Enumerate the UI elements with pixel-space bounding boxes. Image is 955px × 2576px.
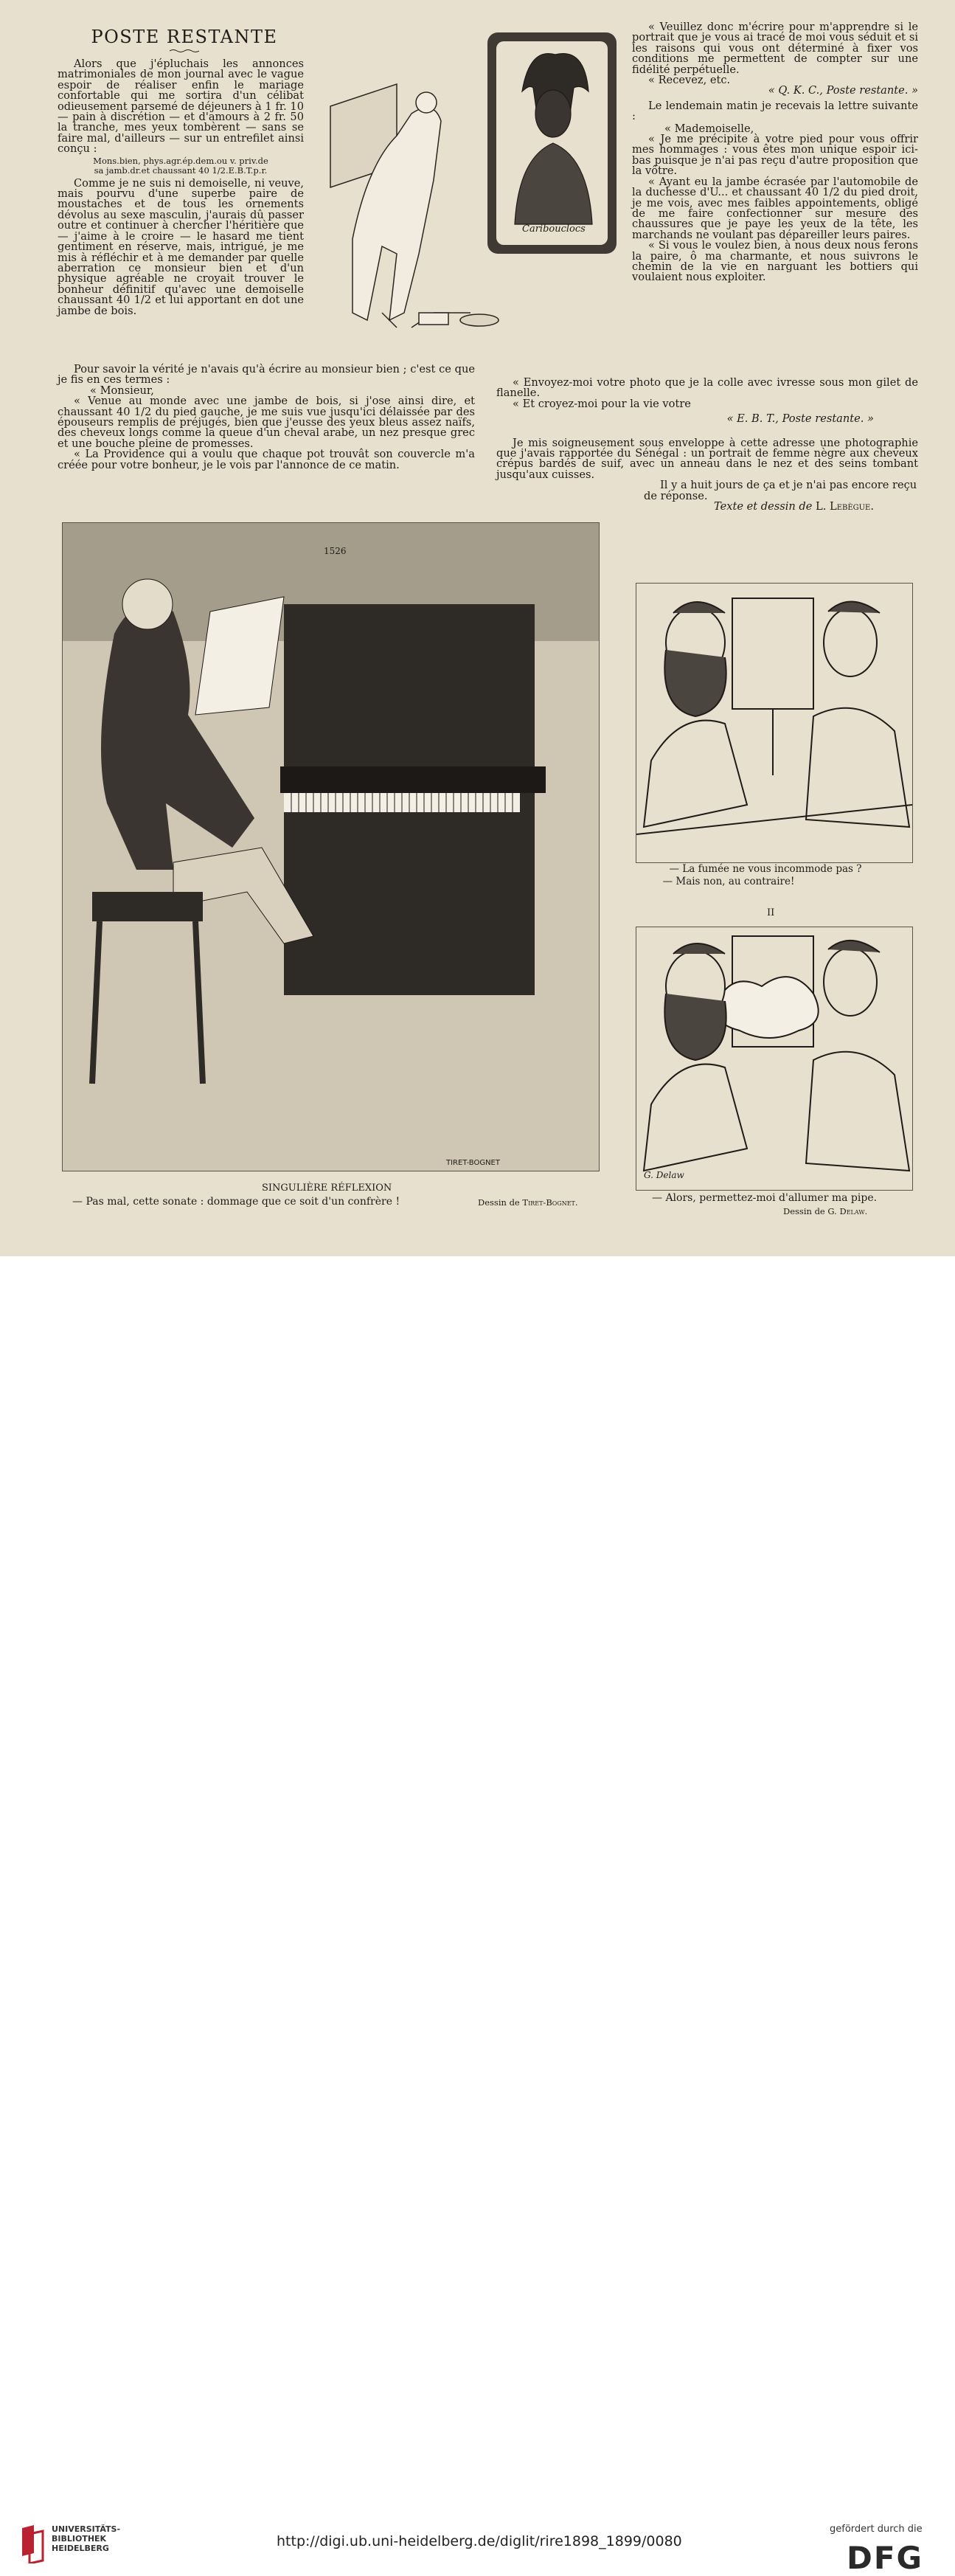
library-line: HEIDELBERG xyxy=(52,2544,109,2553)
article-title: POSTE RESTANTE xyxy=(91,27,278,47)
ad-line: Mons.bien, phys.agr.ép.dem.ou v. priv.de xyxy=(93,155,268,166)
paragraph: Pour savoir la vérité je n'avais qu'à écrire au monsieur bien ; c'est ce que je fis en ces termes : xyxy=(58,363,475,387)
comic-panel-1 xyxy=(636,583,913,863)
credit-author: G. Delaw. xyxy=(827,1206,868,1216)
paragraph: Il y a huit jours de ça et je n'ai pas encore reçu de réponse. xyxy=(644,479,917,502)
clock-label: 1526 xyxy=(324,546,347,556)
comic-caption-1b: — Mais non, au contraire! xyxy=(662,876,795,887)
comic-caption-2: — Alors, permettez-moi d'allumer ma pipe. xyxy=(652,1192,878,1204)
library-logo-icon xyxy=(19,2524,46,2563)
piano-title: SINGULIÈRE RÉFLEXION xyxy=(262,1183,392,1194)
paragraph: Alors que j'épluchais les annonces matrimoniales de mon journal avec le vague espoir de réaliser enfin le mariage confortable qui me sortira d'un célibat odieusement parsemé de déjeuners à 1 fr. 10 — pain à discrétion — et d'amours à 2 fr. 50 la tranche, mes yeux tombèrent — sans se faire mal, d'ailleurs — sur un entrefilet ainsi conçu : xyxy=(58,58,304,156)
piano-credit xyxy=(478,1197,578,1208)
comic-credit xyxy=(783,1205,867,1217)
paragraph: « Si vous le voulez bien, à nous deux nous ferons la paire, ô ma charmante, et nous suivrons le chemin de la vie en narguant les bottiers qui voulaient nous exploiter. xyxy=(632,239,918,284)
piano-caption: — Pas mal, cette sonate : dommage que ce soit d'un confrère ! xyxy=(72,1196,400,1208)
source-url[interactable]: http://digi.ub.uni-heidelberg.de/diglit/rire1898_1899/0080 xyxy=(277,2533,682,2549)
credit-author: L. Lebègue. xyxy=(816,500,874,513)
illustration-man-portrait xyxy=(308,32,625,347)
paragraph: « Venue au monde avec une jambe de bois, si j'ose ainsi dire, et chaussant 40 1/2 du pied gauche, je me suis vue jusqu'ici délaissée par des épouseurs remplis de préjugés, bien que j'eusse des yeux bleus assez naïfs, des cheveux longs comme la queue d'un cheval arabe, un nez presque grec et une bouche pleine de promesses. xyxy=(58,395,475,450)
library-line: BIBLIOTHEK xyxy=(52,2534,107,2544)
comic-panel-2 xyxy=(636,927,913,1191)
paragraph: « Je me précipite à votre pied pour vous offrir mes hommages : vous êtes mon unique espoir ici-bas puisque je n'ai pas reçu d'autre proposition que la vôtre. xyxy=(632,133,918,178)
paragraph: Le lendemain matin je recevais la lettre suivante : xyxy=(632,99,918,123)
credit-prefix: Dessin de xyxy=(478,1197,520,1208)
credit-prefix: Texte et dessin de xyxy=(714,500,813,513)
signature-line: « E. B. T., Poste restante. » xyxy=(726,412,874,426)
funded-by: gefördert durch die xyxy=(830,2524,923,2535)
paragraph: « Et croyez-moi pour la vie votre xyxy=(513,397,691,410)
comic-signature: G. Delaw xyxy=(644,1170,684,1180)
paragraph: Je mis soigneusement sous enveloppe à cette adresse une photographie que j'avais rapportée du Sénégal : un portrait de femme nègre aux cheveux crépus bardés de suif, avec un anneau dans le nez et des seins tombant jusqu'aux cuisses. xyxy=(496,436,918,481)
paragraph: « Ayant eu la jambe écrasée par l'automobile de la duchesse d'U... et chaussant 40 1/2 du pied droit, je me vois, avec mes faibles appointements, obligé de me faire confectionner sur mesure des chaussures que je paye les yeux de la tête, les marchands ne voulant pas dépareiller leurs paires. xyxy=(632,175,918,241)
portrait-signature: Caribouclocs xyxy=(522,224,586,235)
column-1 xyxy=(58,59,304,316)
salutation: « Monsieur, xyxy=(90,384,154,397)
column-1-wide xyxy=(58,364,475,471)
credit-prefix: Dessin de xyxy=(783,1206,825,1216)
library-line: UNIVERSITÄTS- xyxy=(52,2524,121,2534)
column-2-wide xyxy=(496,378,918,512)
credit-author: Tiret-Bognet. xyxy=(522,1197,578,1208)
footer-bar xyxy=(0,1256,955,2576)
comic-caption-1a: — La fumée ne vous incommode pas ? xyxy=(669,863,862,875)
comic-numeral: II xyxy=(767,907,775,918)
illustration-piano xyxy=(62,522,600,1171)
title-ornament xyxy=(170,49,199,53)
paragraph: Comme je ne suis ni demoiselle, ni veuve, mais pourvu d'une superbe paire de moustaches et de tous les ornements dévolus au sexe masculin, j'aurais dû passer outre et continuer à chercher l'héritière que — j'aime à le croire — le hasard me tient gentiment en réserve, mais, intrigué, je me mis à réfléchir et à me demander par quelle aberration ce monsieur bien et d'un physique agréable ne croyait trouver le bonheur définitif qu'avec une demoiselle chaussant 40 1/2 et lui apportant en dot une jambe de bois. xyxy=(58,176,304,317)
paragraph: « Envoyez-moi votre photo que je la colle avec ivresse sous mon gilet de flanelle. xyxy=(496,376,918,400)
paragraph: « Recevez, etc. xyxy=(648,74,731,87)
scanned-page xyxy=(0,0,955,1256)
dfg-logo: DFG xyxy=(847,2540,924,2576)
column-2 xyxy=(632,22,918,283)
piano-signature: TIRET-BOGNET xyxy=(446,1159,500,1167)
article-credit xyxy=(496,502,874,512)
paragraph: « Veuillez donc m'écrire pour m'apprendre si le portrait que je vous ai tracé de moi vous séduit et si les raisons qui vous ont déterminé à fixer vos conditions me permettent de compter sur une fidélité perpétuelle. xyxy=(632,21,918,76)
signature-line: « Q. K. C., Poste restante. » xyxy=(768,84,918,97)
salutation: « Mademoiselle, xyxy=(664,122,754,135)
library-name xyxy=(52,2524,120,2553)
paragraph: « La Providence qui a voulu que chaque pot trouvât son couvercle m'a créée pour votre bonheur, je le vois par l'annonce de ce matin. xyxy=(58,448,475,471)
ad-line: sa jamb.dr.et chaussant 40 1/2.E.B.T.p.r. xyxy=(94,165,268,176)
